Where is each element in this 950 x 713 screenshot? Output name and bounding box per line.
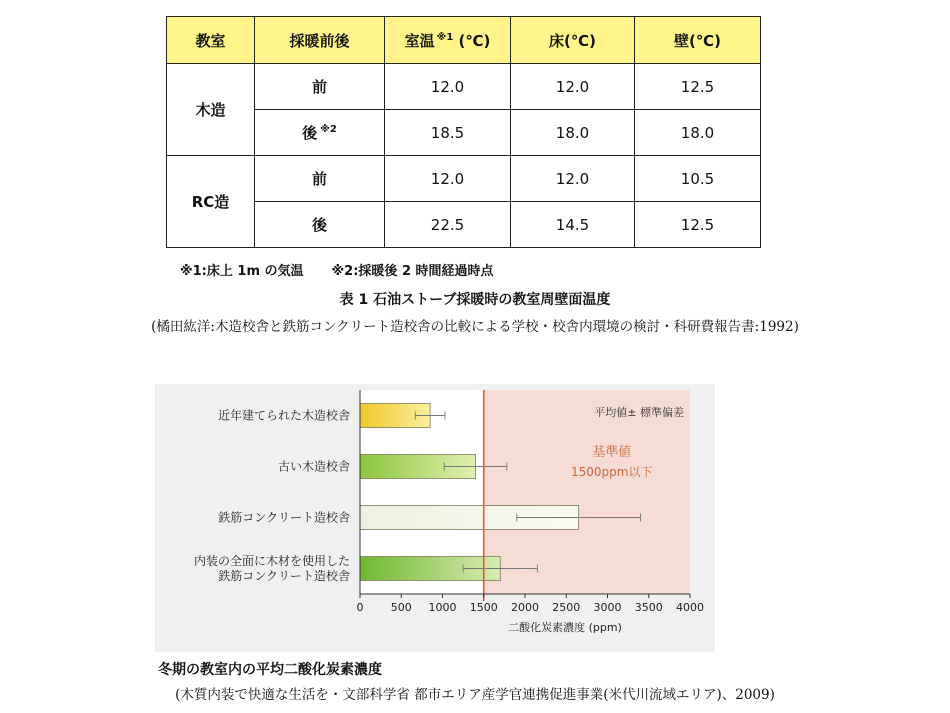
header-room-temp-unit: (℃): [458, 31, 491, 50]
note-1: ※1:床上 1m の気温: [180, 264, 304, 279]
header-room-temp: [385, 17, 511, 64]
x-tick-label: 2500: [552, 601, 581, 614]
floor-temp-cell: 14.5: [511, 202, 635, 248]
category-label: 鉄筋コンクリート造校舎: [218, 569, 350, 583]
temperature-table: [166, 16, 761, 248]
x-tick-label: 0: [356, 601, 364, 614]
floor-temp-cell: 12.0: [511, 64, 635, 110]
table-row: [167, 156, 761, 202]
wall-temp-cell: 18.0: [635, 110, 761, 156]
co2-chart-svg: [155, 384, 715, 652]
phase-cell: [255, 156, 385, 202]
phase-label: 前: [311, 170, 327, 188]
x-tick-label: 500: [390, 601, 412, 614]
wall-temp-cell: 12.5: [635, 64, 761, 110]
room-temp-cell: 22.5: [385, 202, 511, 248]
table-row: [167, 64, 761, 110]
table-source: (橘田紘洋:木造校舎と鉄筋コンクリート造校舎の比較による学校・校舎内環境の検討・科研費報告書:1992): [151, 319, 799, 335]
room-temp-cell: 18.5: [385, 110, 511, 156]
x-axis-label: 二酸化炭素濃度 (ppm): [508, 621, 622, 634]
phase-label: 後: [302, 124, 318, 142]
table-header-row: [167, 17, 761, 64]
wall-temp-cell: 10.5: [635, 156, 761, 202]
phase-note: ※2: [320, 124, 337, 135]
category-label: 鉄筋コンクリート造校舎: [218, 510, 350, 525]
table-row: [167, 110, 761, 156]
phase-cell: [255, 110, 385, 156]
wall-temp-cell: 12.5: [635, 202, 761, 248]
phase-cell: [255, 64, 385, 110]
floor-temp-cell: 18.0: [511, 110, 635, 156]
chart-caption: 冬期の教室内の平均二酸化炭素濃度: [158, 662, 382, 678]
x-tick-label: 2000: [511, 601, 539, 614]
phase-label: 前: [311, 78, 327, 96]
header-wall: 壁(℃): [635, 17, 761, 64]
room-temp-cell: 12.0: [385, 64, 511, 110]
header-room-temp-label: 室温: [404, 31, 435, 50]
header-room-temp-note: ※1: [436, 31, 454, 43]
header-phase: 採暖前後: [255, 17, 385, 64]
category-label: 古い木造校舎: [277, 459, 350, 474]
table-row: [167, 202, 761, 248]
co2-chart: [155, 384, 715, 652]
room-temp-cell: 12.0: [385, 156, 511, 202]
category-label: 近年建てられた木造校舎: [217, 408, 350, 423]
x-tick-label: 1500: [469, 601, 498, 614]
x-tick-label: 3500: [634, 601, 663, 614]
threshold-value-label: 1500ppm以下: [571, 465, 653, 479]
threshold-label: 基準値: [592, 445, 632, 460]
x-tick-label: 3000: [593, 601, 622, 614]
table-caption: 表 1 石油ストーブ採暖時の教室周壁面温度: [339, 292, 611, 308]
category-label: 内装の全面に木材を使用した: [193, 554, 350, 568]
note-2: ※2:採暖後 2 時間経過時点: [331, 264, 494, 279]
floor-temp-cell: 12.0: [511, 156, 635, 202]
group-rc: RC造: [167, 156, 255, 248]
phase-cell: [255, 202, 385, 248]
x-tick-label: 4000: [676, 601, 704, 614]
legend-label: 平均値± 標準偏差: [594, 406, 684, 419]
group-wood: 木造: [167, 64, 255, 156]
x-tick-label: 1000: [428, 601, 457, 614]
header-floor: 床(℃): [511, 17, 635, 64]
table-notes: [180, 260, 494, 279]
phase-label: 後: [311, 216, 327, 234]
header-room: 教室: [167, 17, 255, 64]
threshold-region: [484, 390, 690, 594]
chart-source: (木質内装で快適な生活を・文部科学省 都市エリア産学官連携促進事業(米代川流域エリア)、2009): [175, 687, 775, 703]
